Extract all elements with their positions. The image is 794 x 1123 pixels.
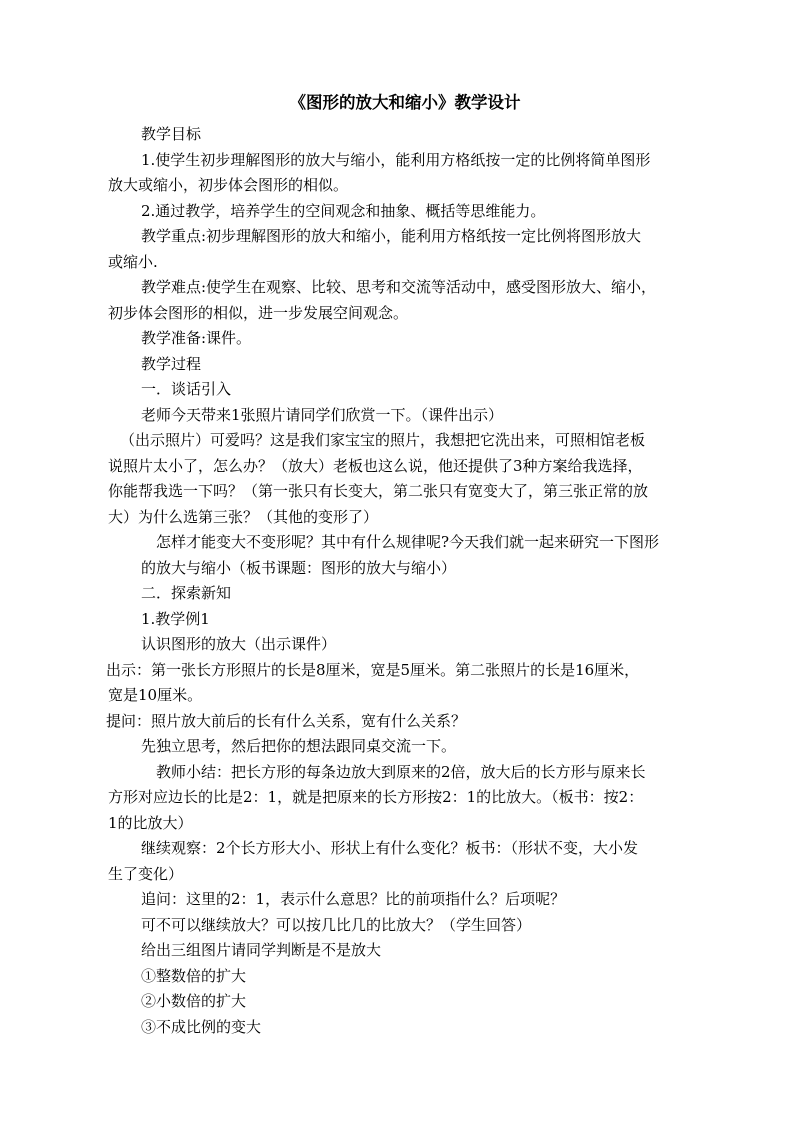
paragraph-line: 怎样才能变大不变形呢？其中有什么规律呢?今天我们就一起来研究一下图形 <box>156 533 660 551</box>
paragraph-line: 老师今天带来1张照片请同学们欣赏一下。（课件出示） <box>141 405 504 424</box>
paragraph-line: 教学重点:初步理解图形的放大和缩小，能利用方格纸按一定比例将图形放大 <box>141 227 642 245</box>
section-heading: 1.教学例1 <box>141 609 210 628</box>
paragraph-line: 生了变化） <box>108 864 184 883</box>
paragraph-line: 教学难点:使学生在观察、比较、思考和交流等活动中，感受图形放大、缩小， <box>141 278 657 296</box>
paragraph-line: 1的比放大） <box>108 813 193 832</box>
document-title: 《图形的放大和缩小》教学设计 <box>289 93 521 112</box>
section-heading: 教学目标 <box>141 125 202 143</box>
list-item: ②小数倍的扩大 <box>141 992 247 1010</box>
list-item: ③不成比例的变大 <box>141 1017 262 1036</box>
paragraph-line: 宽是10厘米。 <box>108 686 203 704</box>
section-heading: 教学过程 <box>141 354 202 373</box>
paragraph-line: 可不可以继续放大？可以按几比几的比放大？（学生回答） <box>141 915 532 934</box>
paragraph-line: 的放大与缩小（板书课题：图形的放大与缩小） <box>141 558 457 577</box>
paragraph-line: 2.通过教学，培养学生的空间观念和抽象、概括等思维能力。 <box>141 201 546 220</box>
paragraph-line: 放大或缩小，初步体会图形的相似。 <box>108 176 349 194</box>
paragraph-line: 或缩小. <box>108 252 158 271</box>
paragraph-line: 1.使学生初步理解图形的放大与缩小，能利用方格纸按一定的比例将简单图形 <box>141 150 651 169</box>
paragraph-line: 方形对应边长的比是2：1，就是把原来的长方形按2：1的比放大。（板书：按2： <box>108 788 644 806</box>
paragraph-line: 说照片太小了，怎么办？（放大）老板也这么说，他还提供了3种方案给我选择， <box>108 456 643 475</box>
paragraph-line: 你能帮我选一下吗？（第一张只有长变大，第二张只有宽变大了，第三张正常的放 <box>108 482 649 500</box>
paragraph-line: 初步体会图形的相似，进一步发展空间观念。 <box>108 303 409 322</box>
section-heading: 二．探索新知 <box>141 584 232 602</box>
paragraph-line: 教师小结：把长方形的每条边放大到原来的2倍，放大后的长方形与原来长 <box>156 762 646 781</box>
paragraph-line: 大）为什么选第三张？（其他的变形了） <box>108 507 379 526</box>
paragraph-line: 提问：照片放大前后的长有什么关系，宽有什么关系？ <box>106 711 467 730</box>
paragraph-line: 继续观察：2个长方形大小、形状上有什么变化？板书：（形状不变，大小发 <box>141 839 639 857</box>
document-body <box>108 122 702 1040</box>
paragraph-line: 先独立思考，然后把你的想法跟同桌交流一下。 <box>141 737 457 755</box>
paragraph-line: 追问：这里的2：1，表示什么意思？比的前项指什么？后项呢？ <box>141 890 566 908</box>
section-heading: 一．谈话引入 <box>141 380 232 398</box>
paragraph-line: 给出三组图片请同学判断是不是放大 <box>141 941 382 959</box>
paragraph-line: 认识图形的放大（出示课件） <box>141 635 337 653</box>
paragraph-line: 出示：第一张长方形照片的长是8厘米，宽是5厘米。第二张照片的长是16厘米， <box>106 660 640 679</box>
paragraph-line: （出示照片）可爱吗？这是我们家宝宝的照片，我想把它洗出来，可照相馆老板 <box>120 431 646 449</box>
list-item: ①整数倍的扩大 <box>141 966 247 985</box>
paragraph-line: 教学准备:课件。 <box>141 329 252 347</box>
